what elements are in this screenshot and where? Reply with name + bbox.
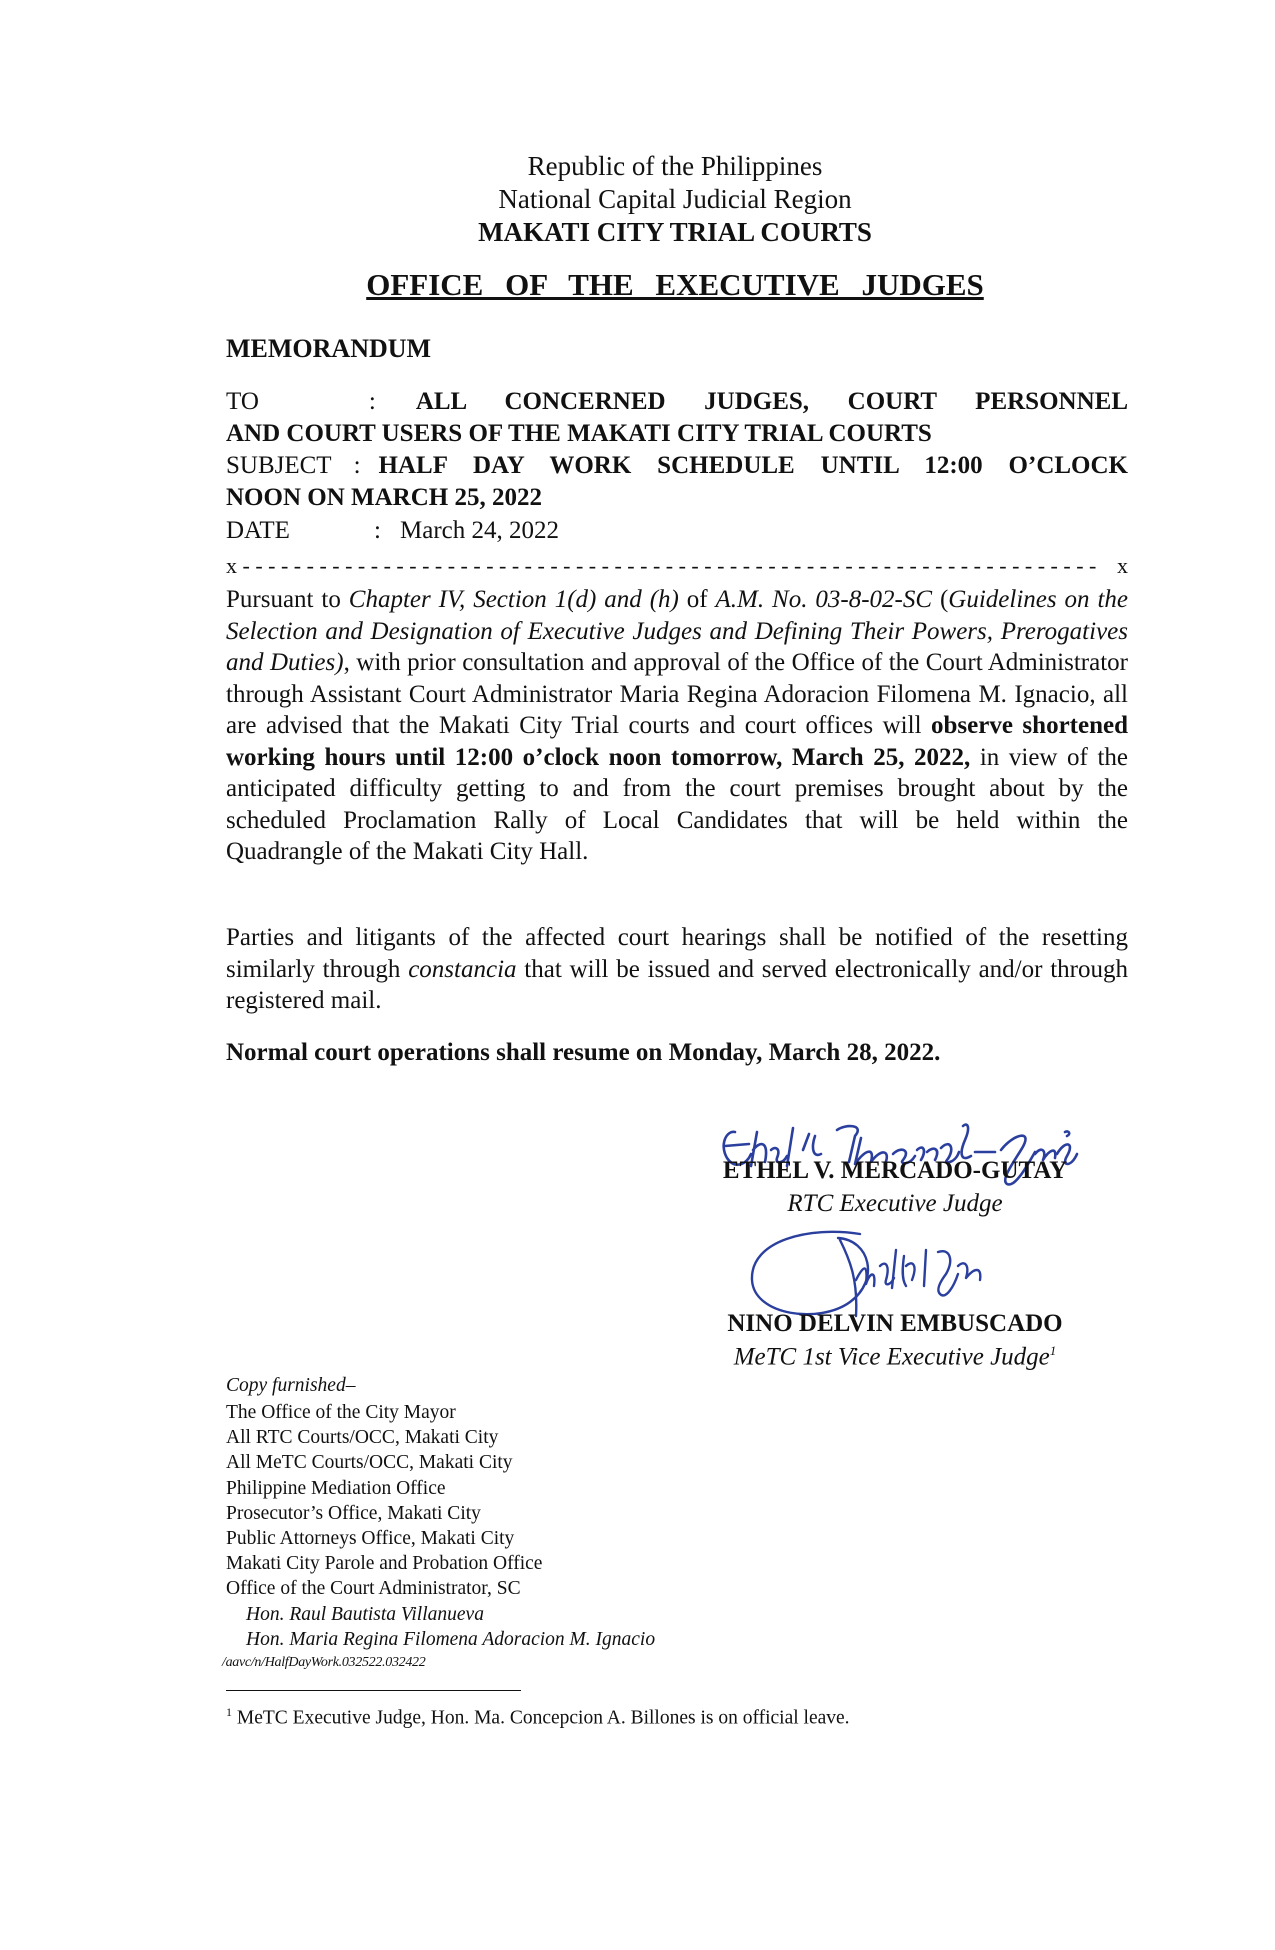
recipient-item: All MeTC Courts/OCC, Makati City bbox=[226, 1452, 513, 1474]
header-court: MAKATI CITY TRIAL COURTS bbox=[478, 217, 872, 247]
paragraph-3: Normal court operations shall resume on Monday, March 28, 2022. bbox=[226, 1039, 941, 1066]
memo-date-line bbox=[226, 517, 1128, 545]
sub-recipient-item: Hon. Maria Regina Filomena Adoracion M. Ignacio bbox=[246, 1628, 656, 1650]
header-republic: Republic of the Philippines bbox=[527, 151, 823, 181]
to-recipients-line2: AND COURT USERS OF THE MAKATI CITY TRIAL COURTS bbox=[226, 420, 932, 447]
footnote-divider bbox=[226, 1690, 521, 1691]
paragraph-2: Parties and litigants of the affected court hearings shall be notified of the resetting similarly through constancia that will be issued and served electronically and/or through registered mail. bbox=[226, 924, 1128, 1014]
memo-subject-line1 bbox=[226, 452, 1128, 484]
memo-to-line1 bbox=[226, 388, 1128, 420]
date-label: DATE bbox=[226, 517, 290, 544]
recipient-item: All RTC Courts/OCC, Makati City bbox=[226, 1427, 499, 1449]
paragraph-1: Pursuant to Chapter IV, Section 1(d) and (h) of A.M. No. 03-8-02-SC (Guidelines on the Selection and Designation of Executive Judges and Defining Their Powers, Prerogatives and Duties), with prior consultation and approval of the Office of the Court Administrator through Assistant Court Administrator Maria Regina Adoracion Filomena M. Ignacio, all are advised that the Makati City Trial courts and court offices will observe shortened working hours until 12:00 o’clock noon tomorrow, March 25, 2022, in view of the anticipated difficulty getting to and from the court premises brought about by the scheduled Proclamation Rally of Local Candidates that will be held within the Quadrangle of the Makati City Hall. bbox=[226, 586, 1128, 865]
subject-text-line2: NOON ON MARCH 25, 2022 bbox=[226, 484, 542, 511]
subject-colon: : bbox=[353, 452, 361, 479]
recipient-item: The Office of the City Mayor bbox=[226, 1402, 456, 1423]
to-label: TO bbox=[226, 388, 259, 415]
recipient-item: Makati City Parole and Probation Office bbox=[226, 1553, 543, 1575]
footnote-text: MeTC Executive Judge, Hon. Ma. Concepcion A. Billones is on official leave. bbox=[236, 1707, 850, 1729]
file-reference: /aavc/n/HalfDayWork.032522.032422 bbox=[222, 1655, 426, 1670]
to-recipients-line1: ALL CONCERNED JUDGES, COURT PERSONNEL bbox=[415, 388, 1128, 415]
footnote-reference: 1 bbox=[1049, 1343, 1057, 1358]
memo-heading: MEMORANDUM bbox=[226, 334, 432, 363]
sub-recipient-item: Hon. Raul Bautista Villanueva bbox=[246, 1603, 484, 1625]
footnote bbox=[226, 1705, 850, 1730]
to-colon: : bbox=[368, 388, 376, 415]
header-region: National Capital Judicial Region bbox=[498, 184, 852, 214]
recipient-item: Public Attorneys Office, Makati City bbox=[226, 1528, 515, 1550]
signatory-1-name: ETHEL V. MERCADO-GUTAY bbox=[722, 1157, 1068, 1184]
footnote-mark: 1 bbox=[226, 1705, 232, 1719]
recipient-item: Philippine Mediation Office bbox=[226, 1477, 446, 1499]
date-value: March 24, 2022 bbox=[400, 517, 559, 544]
date-colon: : bbox=[374, 517, 381, 544]
signatory-2-name: NINO DELVIN EMBUSCADO bbox=[727, 1310, 1063, 1337]
signatory-1-title: RTC Executive Judge bbox=[787, 1190, 1003, 1217]
subject-text-line1: HALF DAY WORK SCHEDULE UNTIL 12:00 O’CLOCK bbox=[378, 452, 1128, 479]
subject-label: SUBJECT bbox=[226, 452, 332, 479]
signatory-2-title: MeTC 1st Vice Executive Judge$^1$ bbox=[733, 1343, 1057, 1371]
copy-furnished-heading: Copy furnished– bbox=[226, 1375, 356, 1396]
recipient-item: Office of the Court Administrator, SC bbox=[226, 1578, 521, 1600]
office-title: OFFICE OF THE EXECUTIVE JUDGES bbox=[366, 267, 984, 302]
separator-line: x - - - - - - - - - - - - - - - - - - - - - - - - - - - - - - - - - - - - - - - - - - - - - - - - - - - - - - - - - - - - - - - - - - - x bbox=[226, 553, 1128, 578]
recipient-item: Prosecutor’s Office, Makati City bbox=[226, 1502, 481, 1524]
copy-furnished-list bbox=[226, 1400, 655, 1652]
